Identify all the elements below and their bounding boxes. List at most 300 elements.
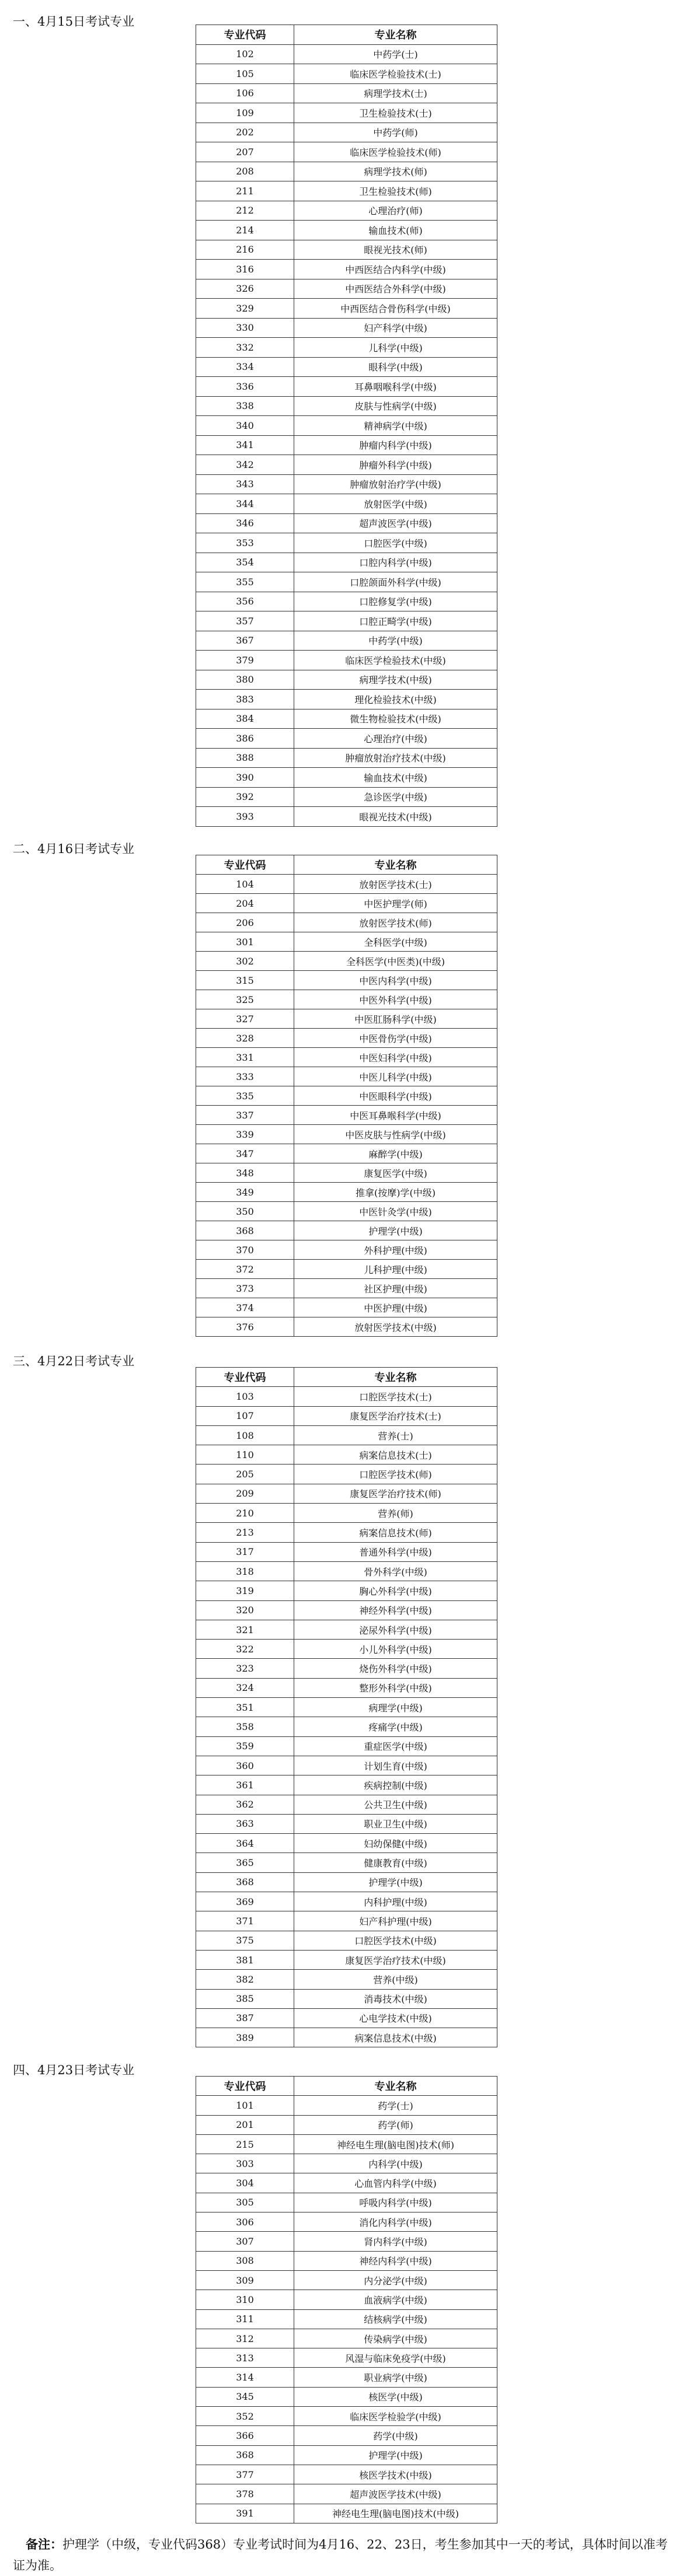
specialty-code: 350: [196, 1202, 294, 1221]
table-row: [196, 1795, 497, 1814]
specialty-name: 康复医学治疗技术(师): [294, 1484, 497, 1503]
table-row: [196, 952, 497, 971]
table-header-row: [196, 855, 497, 875]
specialty-name: 核医学技术(中级): [294, 2465, 497, 2484]
specialty-code: 314: [196, 2368, 294, 2387]
specialty-name: 中西医结合外科学(中级): [294, 279, 497, 299]
section-title: 一、4月15日考试专业: [13, 15, 135, 29]
table-row: [196, 533, 497, 553]
specialty-name: 肾内科学(中级): [294, 2232, 497, 2251]
specialty-code: 216: [196, 240, 294, 260]
specialty-code: 354: [196, 553, 294, 572]
table-row: [196, 2173, 497, 2193]
table-row: [196, 1504, 497, 1523]
header-name: 专业名称: [294, 25, 497, 45]
specialty-code: 316: [196, 260, 294, 279]
table-row: [196, 221, 497, 240]
specialty-code: 393: [196, 807, 294, 827]
specialty-name: 计划生育(中级): [294, 1756, 497, 1775]
specialty-name: 小儿外科学(中级): [294, 1640, 497, 1659]
specialty-name: 护理学(中级): [294, 1221, 497, 1240]
remark-text: 护理学（中级，专业代码368）专业考试时间为4月16、22、23日，考生参加其中一天的考试，具体时间以准考证为准。: [13, 2537, 668, 2572]
table-row: [196, 201, 497, 221]
specialty-name: 输血技术(师): [294, 221, 497, 240]
table-row: [196, 1464, 497, 1484]
specialty-code: 362: [196, 1795, 294, 1814]
specialty-code: 331: [196, 1048, 294, 1067]
specialty-name: 疾病控制(中级): [294, 1775, 497, 1795]
specialty-name: 骨外科学(中级): [294, 1561, 497, 1581]
specialty-name: 卫生检验技术(师): [294, 181, 497, 201]
specialty-table: [196, 25, 497, 827]
specialty-code: 363: [196, 1814, 294, 1833]
table-row: [196, 64, 497, 84]
specialty-code: 355: [196, 572, 294, 592]
table-row: [196, 396, 497, 416]
specialty-name: 结核病学(中级): [294, 2309, 497, 2329]
table-row: [196, 1736, 497, 1756]
specialty-table: [196, 1367, 497, 2047]
specialty-name: 妇产科护理(中级): [294, 1911, 497, 1931]
table-row: [196, 787, 497, 807]
table-row: [196, 1698, 497, 1717]
specialty-name: 心理治疗(师): [294, 201, 497, 221]
specialty-code: 304: [196, 2173, 294, 2193]
table-row: [196, 729, 497, 749]
specialty-code: 370: [196, 1240, 294, 1260]
specialty-code: 387: [196, 2008, 294, 2028]
specialty-name: 心血管内科学(中级): [294, 2173, 497, 2193]
section-title: 四、4月23日考试专业: [13, 2063, 135, 2077]
table-row: [196, 1717, 497, 1736]
specialty-name: 肿瘤放射治疗学(中级): [294, 474, 497, 494]
specialty-name: 消毒技术(中级): [294, 1989, 497, 2008]
specialty-code: 330: [196, 318, 294, 338]
specialty-name: 传染病学(中级): [294, 2329, 497, 2348]
header-code: 专业代码: [196, 25, 294, 45]
specialty-name: 神经电生理(脑电图)技术(师): [294, 2134, 497, 2154]
specialty-name: 临床医学检验技术(师): [294, 142, 497, 162]
specialty-name: 中医儿科学(中级): [294, 1067, 497, 1086]
table-row: [196, 2309, 497, 2329]
specialty-name: 健康教育(中级): [294, 1853, 497, 1872]
specialty-name: 口腔医学(中级): [294, 533, 497, 553]
specialty-code: 351: [196, 1698, 294, 1717]
table-row: [196, 2096, 497, 2115]
specialty-code: 339: [196, 1125, 294, 1144]
specialty-name: 口腔医学技术(士): [294, 1387, 497, 1406]
specialty-name: 重症医学(中级): [294, 1736, 497, 1756]
specialty-name: 临床医学检验技术(士): [294, 64, 497, 84]
specialty-code: 207: [196, 142, 294, 162]
specialty-code: 329: [196, 299, 294, 319]
specialty-code: 369: [196, 1892, 294, 1911]
specialty-name: 药学(士): [294, 2096, 497, 2115]
table-row: [196, 299, 497, 319]
specialty-code: 384: [196, 709, 294, 729]
specialty-name: 妇产科学(中级): [294, 318, 497, 338]
specialty-code: 377: [196, 2465, 294, 2484]
section-title: 二、4月16日考试专业: [13, 842, 135, 856]
specialty-name: 眼视光技术(中级): [294, 807, 497, 827]
specialty-name: 康复医学治疗技术(中级): [294, 1950, 497, 1969]
specialty-name: 儿科护理(中级): [294, 1260, 497, 1279]
table-row: [196, 181, 497, 201]
specialty-code: 335: [196, 1086, 294, 1106]
table-row: [196, 142, 497, 162]
specialty-name: 中药学(师): [294, 123, 497, 142]
table-row: [196, 2290, 497, 2309]
specialty-name: 普通外科学(中级): [294, 1542, 497, 1561]
specialty-code: 202: [196, 123, 294, 142]
specialty-name: 中医内科学(中级): [294, 971, 497, 990]
specialty-code: 379: [196, 651, 294, 670]
specialty-name: 内科护理(中级): [294, 1892, 497, 1911]
table-header-row: [196, 2077, 497, 2096]
specialty-name: 理化检验技术(中级): [294, 690, 497, 709]
table-row: [196, 513, 497, 533]
specialty-code: 313: [196, 2348, 294, 2368]
specialty-code: 372: [196, 1260, 294, 1279]
specialty-code: 214: [196, 221, 294, 240]
specialty-name: 皮肤与性病学(中级): [294, 396, 497, 416]
specialty-code: 361: [196, 1775, 294, 1795]
table-row: [196, 2484, 497, 2504]
specialty-code: 368: [196, 1872, 294, 1892]
header-name: 专业名称: [294, 2077, 497, 2096]
specialty-code: 109: [196, 103, 294, 123]
table-row: [196, 494, 497, 514]
specialty-code: 105: [196, 64, 294, 84]
specialty-code: 383: [196, 690, 294, 709]
specialty-code: 360: [196, 1756, 294, 1775]
table-row: [196, 318, 497, 338]
specialty-code: 349: [196, 1183, 294, 1202]
table-row: [196, 1298, 497, 1317]
specialty-name: 精神病学(中级): [294, 416, 497, 436]
section-title: 三、4月22日考试专业: [13, 1354, 135, 1368]
specialty-code: 378: [196, 2484, 294, 2504]
specialty-name: 职业卫生(中级): [294, 1814, 497, 1833]
table-row: [196, 592, 497, 611]
specialty-name: 中医眼科学(中级): [294, 1086, 497, 1106]
specialty-code: 308: [196, 2251, 294, 2270]
specialty-name: 中医护理学(师): [294, 894, 497, 913]
table-row: [196, 2154, 497, 2173]
table-row: [196, 2368, 497, 2387]
table-row: [196, 1279, 497, 1298]
specialty-code: 333: [196, 1067, 294, 1086]
table-row: [196, 913, 497, 932]
specialty-code: 380: [196, 670, 294, 690]
specialty-name: 口腔颌面外科学(中级): [294, 572, 497, 592]
table-row: [196, 1144, 497, 1163]
table-row: [196, 2426, 497, 2445]
specialty-code: 386: [196, 729, 294, 749]
specialty-code: 328: [196, 1029, 294, 1048]
table-row: [196, 611, 497, 631]
specialty-code: 326: [196, 279, 294, 299]
table-row: [196, 1163, 497, 1183]
table-row: [196, 572, 497, 592]
specialty-name: 心理治疗(中级): [294, 729, 497, 749]
specialty-code: 343: [196, 474, 294, 494]
specialty-code: 106: [196, 83, 294, 103]
specialty-code: 344: [196, 494, 294, 514]
specialty-name: 眼科学(中级): [294, 357, 497, 377]
specialty-code: 373: [196, 1279, 294, 1298]
specialty-name: 营养(师): [294, 1504, 497, 1523]
table-row: [196, 932, 497, 952]
table-row: [196, 1387, 497, 1406]
table-row: [196, 338, 497, 358]
table-header-row: [196, 25, 497, 45]
specialty-code: 391: [196, 2504, 294, 2523]
specialty-name: 药学(中级): [294, 2426, 497, 2445]
header-code: 专业代码: [196, 855, 294, 875]
table-row: [196, 1640, 497, 1659]
table-row: [196, 1814, 497, 1833]
table-row: [196, 44, 497, 64]
specialty-name: 中医针灸学(中级): [294, 1202, 497, 1221]
table-row: [196, 1125, 497, 1144]
table-row: [196, 1542, 497, 1561]
table-row: [196, 1834, 497, 1853]
specialty-code: 341: [196, 435, 294, 455]
specialty-name: 社区护理(中级): [294, 1279, 497, 1298]
specialty-name: 呼吸内科学(中级): [294, 2193, 497, 2212]
table-row: [196, 1678, 497, 1697]
table-row: [196, 2115, 497, 2134]
specialty-code: 324: [196, 1678, 294, 1697]
specialty-name: 风湿与临床免疫学(中级): [294, 2348, 497, 2368]
specialty-code: 309: [196, 2270, 294, 2290]
specialty-name: 病案信息技术(师): [294, 1523, 497, 1542]
specialty-code: 210: [196, 1504, 294, 1523]
specialty-name: 中西医结合骨伤科学(中级): [294, 299, 497, 319]
table-row: [196, 670, 497, 690]
specialty-name: 中医耳鼻喉科学(中级): [294, 1106, 497, 1125]
specialty-code: 305: [196, 2193, 294, 2212]
table-row: [196, 1317, 497, 1337]
table-row: [196, 2270, 497, 2290]
specialty-name: 外科护理(中级): [294, 1240, 497, 1260]
table-row: [196, 279, 497, 299]
specialty-name: 肿瘤内科学(中级): [294, 435, 497, 455]
specialty-code: 311: [196, 2309, 294, 2329]
specialty-name: 心电学技术(中级): [294, 2008, 497, 2028]
table-row: [196, 768, 497, 788]
specialty-code: 213: [196, 1523, 294, 1542]
specialty-code: 327: [196, 1009, 294, 1029]
specialty-name: 临床医学检验学(中级): [294, 2407, 497, 2426]
specialty-name: 眼视光技术(师): [294, 240, 497, 260]
specialty-code: 352: [196, 2407, 294, 2426]
specialty-code: 208: [196, 162, 294, 181]
specialty-name: 病案信息技术(士): [294, 1445, 497, 1464]
specialty-name: 神经外科学(中级): [294, 1600, 497, 1620]
specialty-name: 放射医学技术(中级): [294, 1317, 497, 1337]
specialty-code: 348: [196, 1163, 294, 1183]
specialty-code: 301: [196, 932, 294, 952]
specialty-code: 320: [196, 1600, 294, 1620]
specialty-name: 营养(中级): [294, 1970, 497, 1989]
specialty-code: 371: [196, 1911, 294, 1931]
specialty-name: 烧伤外科学(中级): [294, 1659, 497, 1678]
specialty-code: 356: [196, 592, 294, 611]
specialty-name: 血液病学(中级): [294, 2290, 497, 2309]
specialty-name: 疼痛学(中级): [294, 1717, 497, 1736]
specialty-name: 中医肛肠科学(中级): [294, 1009, 497, 1029]
specialty-code: 312: [196, 2329, 294, 2348]
specialty-code: 325: [196, 990, 294, 1009]
specialty-code: 385: [196, 1989, 294, 2008]
table-row: [196, 240, 497, 260]
specialty-name: 微生物检验技术(中级): [294, 709, 497, 729]
table-row: [196, 2387, 497, 2406]
table-row: [196, 1406, 497, 1425]
specialty-code: 201: [196, 2115, 294, 2134]
table-row: [196, 1892, 497, 1911]
specialty-code: 347: [196, 1144, 294, 1163]
table-row: [196, 2008, 497, 2028]
specialty-code: 358: [196, 1717, 294, 1736]
specialty-code: 346: [196, 513, 294, 533]
specialty-name: 康复医学(中级): [294, 1163, 497, 1183]
specialty-name: 全科医学(中医类)(中级): [294, 952, 497, 971]
table-row: [196, 971, 497, 990]
table-row: [196, 1183, 497, 1202]
specialty-code: 322: [196, 1640, 294, 1659]
specialty-name: 中医外科学(中级): [294, 990, 497, 1009]
specialty-code: 382: [196, 1970, 294, 1989]
table-row: [196, 894, 497, 913]
specialty-code: 204: [196, 894, 294, 913]
specialty-name: 消化内科学(中级): [294, 2213, 497, 2232]
specialty-code: 103: [196, 1387, 294, 1406]
specialty-code: 365: [196, 1853, 294, 1872]
specialty-name: 输血技术(中级): [294, 768, 497, 788]
table-row: [196, 416, 497, 436]
specialty-name: 急诊医学(中级): [294, 787, 497, 807]
table-row: [196, 1240, 497, 1260]
specialty-name: 药学(师): [294, 2115, 497, 2134]
table-row: [196, 123, 497, 142]
table-row: [196, 1048, 497, 1067]
table-row: [196, 690, 497, 709]
specialty-name: 肿瘤外科学(中级): [294, 455, 497, 475]
specialty-code: 342: [196, 455, 294, 475]
specialty-code: 108: [196, 1425, 294, 1445]
table-row: [196, 455, 497, 475]
specialty-code: 315: [196, 971, 294, 990]
specialty-code: 337: [196, 1106, 294, 1125]
specialty-name: 内分泌学(中级): [294, 2270, 497, 2290]
specialty-code: 367: [196, 631, 294, 651]
specialty-name: 卫生检验技术(士): [294, 103, 497, 123]
specialty-code: 353: [196, 533, 294, 553]
table-row: [196, 2407, 497, 2426]
table-row: [196, 435, 497, 455]
table-row: [196, 1600, 497, 1620]
table-row: [196, 2504, 497, 2523]
specialty-code: 215: [196, 2134, 294, 2154]
specialty-name: 耳鼻咽喉科学(中级): [294, 377, 497, 397]
specialty-code: 340: [196, 416, 294, 436]
specialty-code: 364: [196, 1834, 294, 1853]
specialty-code: 368: [196, 1221, 294, 1240]
table-row: [196, 1260, 497, 1279]
specialty-name: 麻醉学(中级): [294, 1144, 497, 1163]
specialty-code: 205: [196, 1464, 294, 1484]
specialty-code: 211: [196, 181, 294, 201]
specialty-code: 359: [196, 1736, 294, 1756]
specialty-name: 病理学技术(中级): [294, 670, 497, 690]
table-row: [196, 553, 497, 572]
specialty-code: 104: [196, 875, 294, 894]
table-row: [196, 2213, 497, 2232]
specialty-code: 102: [196, 44, 294, 64]
specialty-name: 口腔内科学(中级): [294, 553, 497, 572]
table-row: [196, 103, 497, 123]
specialty-name: 儿科学(中级): [294, 338, 497, 358]
table-row: [196, 1009, 497, 1029]
table-row: [196, 1425, 497, 1445]
specialty-code: 375: [196, 1931, 294, 1950]
table-row: [196, 807, 497, 827]
specialty-name: 中西医结合内科学(中级): [294, 260, 497, 279]
specialty-name: 公共卫生(中级): [294, 1795, 497, 1814]
table-row: [196, 1950, 497, 1969]
table-row: [196, 1445, 497, 1464]
specialty-code: 209: [196, 1484, 294, 1503]
specialty-name: 妇幼保健(中级): [294, 1834, 497, 1853]
specialty-name: 护理学(中级): [294, 1872, 497, 1892]
specialty-name: 中药学(中级): [294, 631, 497, 651]
table-row: [196, 260, 497, 279]
specialty-name: 放射医学(中级): [294, 494, 497, 514]
specialty-code: 306: [196, 2213, 294, 2232]
specialty-name: 放射医学技术(士): [294, 875, 497, 894]
table-row: [196, 1029, 497, 1048]
table-row: [196, 1970, 497, 1989]
header-name: 专业名称: [294, 1368, 497, 1387]
table-row: [196, 1756, 497, 1775]
specialty-code: 366: [196, 2426, 294, 2445]
specialty-code: 310: [196, 2290, 294, 2309]
specialty-name: 病理学技术(师): [294, 162, 497, 181]
specialty-name: 临床医学检验技术(中级): [294, 651, 497, 670]
table-row: [196, 377, 497, 397]
header-code: 专业代码: [196, 2077, 294, 2096]
remark-label: 备注：: [26, 2537, 62, 2551]
table-row: [196, 474, 497, 494]
specialty-code: 336: [196, 377, 294, 397]
table-row: [196, 1523, 497, 1542]
specialty-code: 323: [196, 1659, 294, 1678]
table-row: [196, 748, 497, 768]
specialty-name: 中医护理(中级): [294, 1298, 497, 1317]
table-row: [196, 2251, 497, 2270]
specialty-name: 神经内科学(中级): [294, 2251, 497, 2270]
table-row: [196, 2232, 497, 2251]
table-row: [196, 2445, 497, 2465]
specialty-name: 胸心外科学(中级): [294, 1581, 497, 1600]
table-row: [196, 1911, 497, 1931]
specialty-name: 神经电生理(脑电图)技术(中级): [294, 2504, 497, 2523]
specialty-code: 381: [196, 1950, 294, 1969]
specialty-name: 中医骨伤学(中级): [294, 1029, 497, 1048]
